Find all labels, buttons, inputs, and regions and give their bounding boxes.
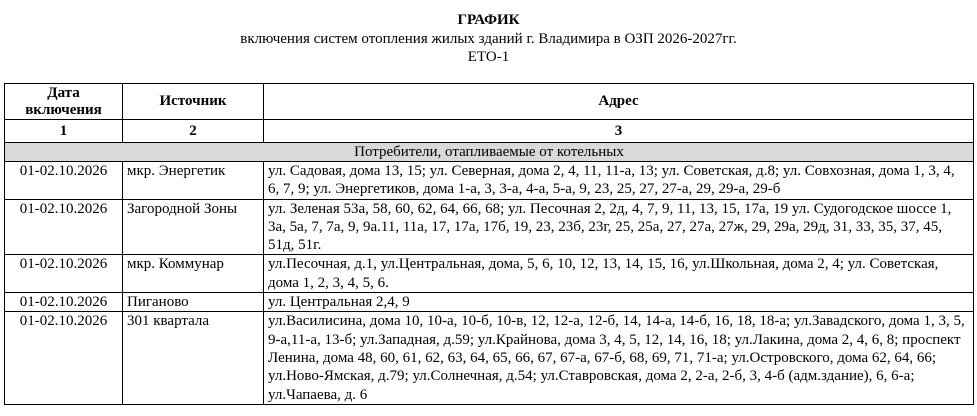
document-title: ГРАФИК [457, 12, 520, 28]
row-source: 301 квартала [123, 312, 264, 404]
row-date: 01-02.10.2026 [5, 255, 123, 293]
row-address: ул. Центральная 2,4, 9 [264, 293, 974, 312]
column-header-source: Источник [123, 84, 264, 120]
row-address: ул.Василисина, дома 10, 10-а, 10-б, 10-в, 12, 12-а, 12-б, 14, 14-а, 14-б, 16, 18, 18-а; ул.Завадского, дома 1, 3, 5, 9-а,11-а, 13-б; ул.Западная, д.59; ул.Крайнова, дома 3, 4, 5, 12, 14, 16, 18; ул.Лакина, дома 2, 4, 6, 8; проспект Ленина, дома 48, 60, 61, 62, 63, 64, 65, 66, 67, 67-а, 67-б, 68, 69, 71, 71-а; ул.Островского, дома 62, 64, 66; ул.Ново-Ямская, д.79; ул.Солнечная, д.54; ул.Ставровская, дома 2, 2-а, 2-б, 3, 4-б (адм.здание), 6, 6-а; ул.Чапаева, д. 6 [264, 312, 974, 404]
section-label: Потребители, отапливаемые от котельных [5, 143, 974, 162]
column-number-3: 3 [264, 120, 974, 143]
column-header-date: Дата включения [5, 84, 123, 120]
column-number-1: 1 [5, 120, 123, 143]
column-number-2: 2 [123, 120, 264, 143]
row-source: Загородной Зоны [123, 199, 264, 255]
row-source: Пиганово [123, 293, 264, 312]
row-address: ул. Садовая, дома 13, 15; ул. Северная, дома 2, 4, 11, 11-а, 13; ул. Советская, д.8; ул. Совхозная, дома 1, 3, 4, 6, 7, 9; ул. Энергетиков, дома 1-а, 3, 3-а, 4-а, 5-а, 9, 23, 25, 27, 27-а, 29, 29-а, 29-б [264, 162, 974, 200]
document-subtitle: включения систем отопления жилых зданий г. Владимира в ОЗП 2026-2027гг. [240, 31, 737, 47]
table-header-row [5, 84, 974, 120]
row-date: 01-02.10.2026 [5, 199, 123, 255]
document-header [0, 10, 977, 67]
section-row [5, 143, 974, 162]
row-address: ул.Песочная, д.1, ул.Центральная, дома, 5, 6, 10, 12, 13, 14, 15, 16, ул.Школьная, дома 2, 4; ул. Советская, дома 1, 2, 3, 4, 5, 6. [264, 255, 974, 293]
row-date: 01-02.10.2026 [5, 293, 123, 312]
eto-label: ЕТО-1 [467, 49, 510, 65]
schedule-table [4, 83, 974, 405]
row-source: мкр. Энергетик [123, 162, 264, 200]
column-number-row [5, 120, 974, 143]
column-header-address: Адрес [264, 84, 974, 120]
table-row [5, 255, 974, 293]
row-date: 01-02.10.2026 [5, 162, 123, 200]
table-row [5, 162, 974, 200]
row-date: 01-02.10.2026 [5, 312, 123, 404]
row-address: ул. Зеленая 53а, 58, 60, 62, 64, 66, 68; ул. Песочная 2, 2д, 4, 7, 9, 11, 13, 15, 17а, 19 ул. Судогодское шоссе 1, 3а, 5а, 7, 7а, 9, 9а.11, 11а, 17, 17а, 17б, 19, 23, 23б, 23г, 25, 25а, 27, 27а, 27ж, 29, 29а, 29д, 31, 33, 35, 37, 45, 51д, 51г. [264, 199, 974, 255]
table-row [5, 312, 974, 404]
table-row [5, 293, 974, 312]
table-row [5, 199, 974, 255]
row-source: мкр. Коммунар [123, 255, 264, 293]
